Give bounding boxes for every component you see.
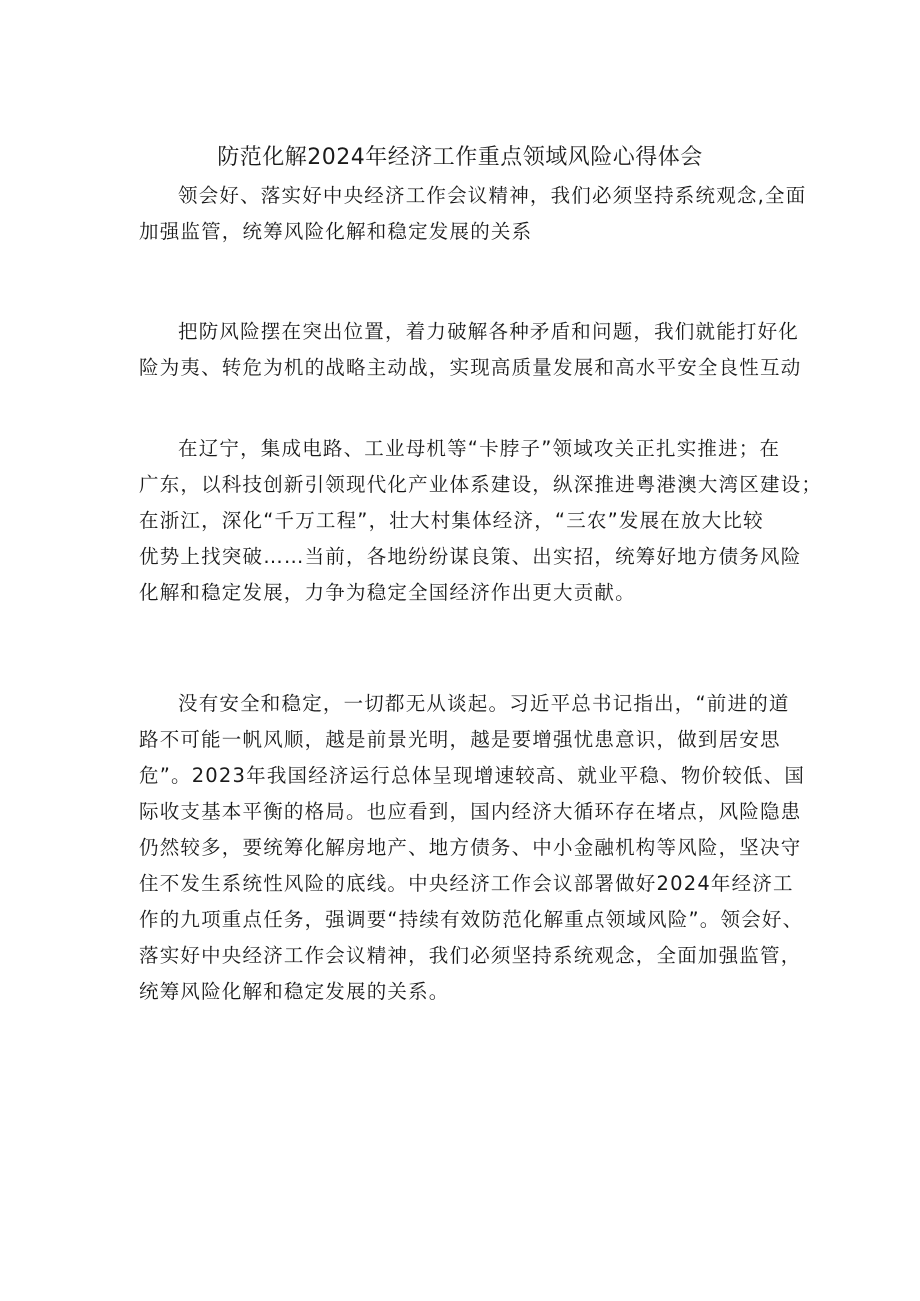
paragraph-1 xyxy=(139,182,807,254)
paragraph-line: 广东，以科技创新引领现代化产业体系建设，纵深推进粤港澳大湾区建设； xyxy=(139,473,823,496)
paragraph-3 xyxy=(139,435,823,615)
paragraph-line: 把防风险摆在突出位置，着力破解各种矛盾和问题，我们就能打好化 xyxy=(178,320,800,343)
paragraph-line: 统筹风险化解和稳定发展的关系。 xyxy=(139,980,450,1003)
paragraph-4 xyxy=(139,690,806,1014)
paragraph-line: 在浙江，深化“千万工程”，壮大村集体经济，“三农”发展在放大比较 xyxy=(139,509,764,532)
document-title: 防范化解2024年经济工作重点领域风险心得体会 xyxy=(217,145,703,170)
paragraph-line: 没有安全和稳定，一切都无从谈起。习近平总书记指出，“前进的道 xyxy=(178,692,790,715)
paragraph-line: 危”。2023年我国经济运行总体呈现增速较高、就业平稳、物价较低、国 xyxy=(139,764,806,787)
paragraph-line: 领会好、落实好中央经济工作会议精神，我们必须坚持系统观念,全面 xyxy=(178,184,807,207)
paragraph-line: 险为夷、转危为机的战略主动战，实现高质量发展和高水平安全良性互动 xyxy=(139,356,802,379)
paragraph-line: 作的九项重点任务，强调要“持续有效防范化解重点领域风险”。领会好、 xyxy=(139,908,804,931)
paragraph-line: 住不发生系统性风险的底线。中央经济工作会议部署做好2024年经济工 xyxy=(139,872,794,895)
paragraph-line: 落实好中央经济工作会议精神，我们必须坚持系统观念，全面加强监管， xyxy=(139,944,802,967)
paragraph-line: 化解和稳定发展，力争为稳定全国经济作出更大贡献。 xyxy=(139,581,636,604)
paragraph-line: 仍然较多，要统筹化解房地产、地方债务、中小金融机构等风险，坚决守 xyxy=(139,836,802,859)
paragraph-2 xyxy=(139,318,802,390)
paragraph-line: 优势上找突破……当前，各地纷纷谋良策、出实招，统筹好地方债务风险 xyxy=(139,545,802,568)
paragraph-line: 在辽宁，集成电路、工业母机等“卡脖子”领域攻关正扎实推进；在 xyxy=(178,437,781,460)
paragraph-line: 加强监管，统筹风险化解和稳定发展的关系 xyxy=(139,220,533,243)
paragraph-line: 路不可能一帆风顺，越是前景光明，越是要增强忧患意识，做到居安思 xyxy=(139,728,781,751)
paragraph-line: 际收支基本平衡的格局。也应看到，国内经济大循环存在堵点，风险隐患 xyxy=(139,800,802,823)
